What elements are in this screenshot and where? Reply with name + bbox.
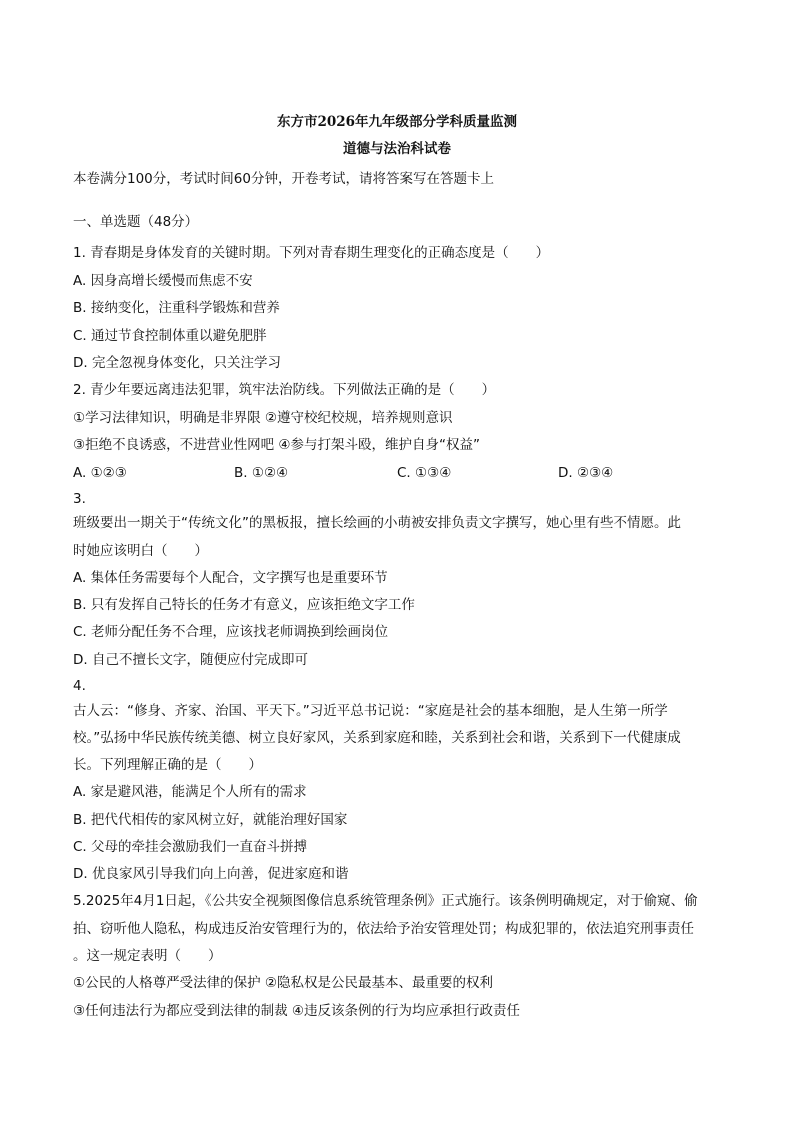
q4-option-b: B. 把代代相传的家风树立好，就能治理好国家: [73, 812, 348, 828]
exam-subtitle: 道德与法治科试卷: [343, 141, 451, 157]
q3-option-c: C. 老师分配任务不合理，应该找老师调换到绘画岗位: [73, 624, 389, 640]
q2-item-line-1: ①学习法律知识，明确是非界限 ②遵守校纪校规，培养规则意识: [73, 410, 453, 426]
exam-instructions: 本卷满分100分，考试时间60分钟，开卷考试，请将答案写在答题卡上: [73, 171, 494, 187]
q5-stem-line-1: 5.2025年4月1日起，《公共安全视频图像信息系统管理条例》正式施行。该条例明确规定，对于偷窥、偷: [73, 893, 698, 909]
q2-stem: 2. 青少年要远离违法犯罪，筑牢法治防线。下列做法正确的是（ ）: [73, 382, 496, 398]
q1-stem: 1. 青春期是身体发育的关键时期。下列对青春期生理变化的正确态度是（ ）: [73, 245, 550, 261]
q4-option-a: A. 家是避风港，能满足个人所有的需求: [73, 784, 307, 800]
q1-option-a: A. 因身高增长缓慢而焦虑不安: [73, 273, 253, 289]
q4-option-c: C. 父母的牵挂会激励我们一直奋斗拼搏: [73, 839, 308, 855]
q4-stem-line-3: 长。下列理解正确的是（ ）: [73, 757, 262, 773]
q2-option-b: B. ①②④: [234, 465, 289, 481]
q1-option-c: C. 通过节食控制体重以避免肥胖: [73, 328, 267, 344]
q1-option-b: B. 接纳变化，注重科学锻炼和营养: [73, 300, 280, 316]
q3-stem-line-1: 班级要出一期关于“传统文化”的黑板报，擅长绘画的小萌被安排负责文字撰写，她心里有些不情愿。此: [73, 515, 681, 531]
q3-option-a: A. 集体任务需要每个人配合，文字撰写也是重要环节: [73, 570, 388, 586]
q5-item-line-1: ①公民的人格尊严受法律的保护 ②隐私权是公民最基本、最重要的权利: [73, 975, 493, 991]
q2-option-a: A. ①②③: [73, 465, 127, 481]
q4-number: 4.: [73, 678, 86, 694]
q2-option-c: C. ①③④: [397, 465, 452, 481]
q5-item-line-2: ③任何违法行为都应受到法律的制裁 ④违反该条例的行为均应承担行政责任: [73, 1003, 520, 1019]
q5-stem-line-2: 拍、窃听他人隐私，构成违反治安管理行为的，依法给予治安管理处罚；构成犯罪的，依法追究刑事责任: [73, 921, 694, 937]
q5-stem-line-3: 。这一规定表明（ ）: [73, 948, 222, 964]
q4-stem-line-2: 校。”弘扬中华民族传统美德、树立良好家风，关系到家庭和睦，关系到社会和谐，关系到下一代健康成: [73, 730, 681, 746]
q3-stem-line-2: 时她应该明白（ ）: [73, 543, 208, 559]
exam-title: 东方市2026年九年级部分学科质量监测: [276, 114, 518, 130]
q3-option-b: B. 只有发挥自己特长的任务才有意义，应该拒绝文字工作: [73, 597, 415, 613]
q3-option-d: D. 自己不擅长文字，随便应付完成即可: [73, 652, 308, 668]
q2-option-d: D. ②③④: [558, 465, 614, 481]
q1-option-d: D. 完全忽视身体变化，只关注学习: [73, 355, 281, 371]
q4-option-d: D. 优良家风引导我们向上向善，促进家庭和谐: [73, 866, 349, 882]
q3-number: 3.: [73, 491, 86, 507]
q2-item-line-2: ③拒绝不良诱惑，不进营业性网吧 ④参与打架斗殴，维护自身“权益”: [73, 437, 480, 453]
q4-stem-line-1: 古人云：“修身、齐家、治国、平天下。”习近平总书记说：“家庭是社会的基本细胞，是人生第一所学: [73, 703, 668, 719]
section-heading: 一、单选题（48分）: [73, 214, 199, 230]
